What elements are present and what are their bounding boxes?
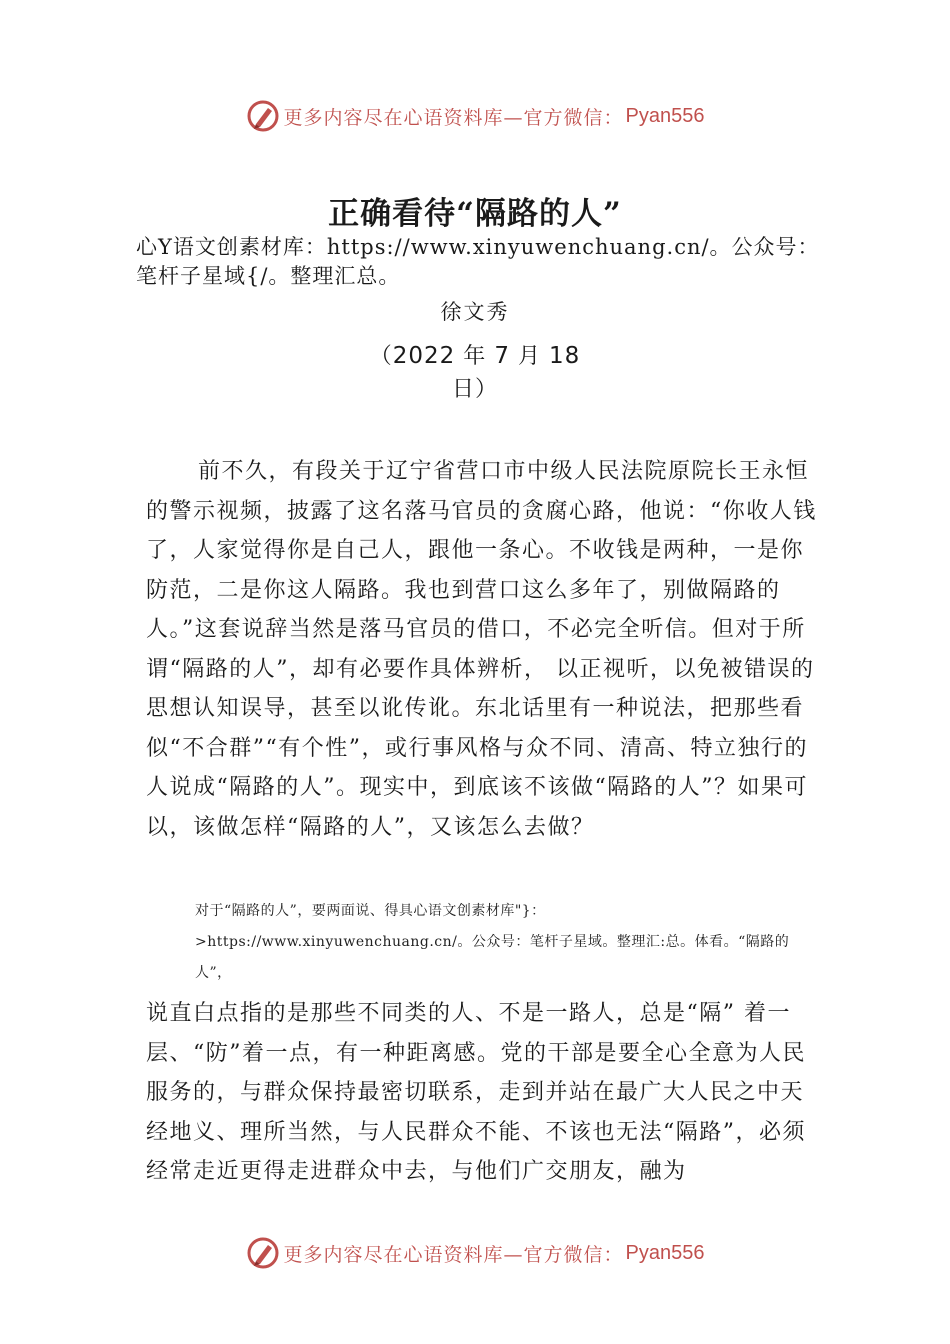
source-line: 心Y语文创素材库：https://www.xinyuwenchuang.cn/。公众号：笔杆子星域{/。整理汇总。 <box>136 235 820 288</box>
pen-logo-icon <box>246 99 280 133</box>
paragraph-2: 说直白点指的是那些不同类的人、不是一路人，总是“隔” 着一层、“防”着一点，有一种距离感。党的干部是要全心全意为人民服务的，与群众保持最密切联系，走到并站在最广大人民之中天经地义、理所当然，与人民群众不能、不该也无法“隔路”，必须经常走近更得走进群众中去，与他们广交朋友，融为 <box>146 1001 806 1184</box>
footer-banner <box>0 1233 950 1273</box>
author: 徐文秀 <box>440 300 510 324</box>
header-banner <box>0 96 950 136</box>
publish-date: （2022 年 7 月 18 日） <box>369 343 581 402</box>
paragraph-1: 前不久，有段关于辽宁省营口市中级人民法院原院长王永恒的警示视频，披露了这名落马官员的贪腐心路，他说：“你收人钱了，人家觉得你是自己人，跟他一条心。不收钱是两种，一是你防范，二是你这人隔路。我也到营口这么多年了，别做隔路的人。”这套说辞当然是落马官员的借口，不必完全听信。但对于所谓“隔路的人”，却有必要作具体辨析， 以正视听，以免被错误的思想认知误导，甚至以讹传讹。东北话里有一种说法，把那些看似“不合群”“有个性”，或行事风格与众不同、清高、特立独行的人说成“隔路的人”。现实中，到底该不该做“隔路的人”？如果可以，该做怎样“隔路的人”，又该怎么去做？ <box>146 459 817 840</box>
footer-wechat-id: Pyan556 <box>625 1241 705 1264</box>
footer-banner-text: 更多内容尽在心语资料库—官方微信： <box>283 1243 624 1266</box>
header-banner-text: 更多内容尽在心语资料库—官方微信： <box>283 106 624 129</box>
inserted-note: 对于“隔路的人”，要两面说、得具心语文创素材库"}：>https://www.xinyuwenchuang.cn/。公众号：笔杆子星域。整理汇:总。体看。“隔路的人”， <box>195 903 790 981</box>
pen-logo-icon <box>246 1236 280 1270</box>
page-title: 正确看待“隔路的人” <box>328 196 622 232</box>
header-wechat-id: Pyan556 <box>625 104 705 127</box>
